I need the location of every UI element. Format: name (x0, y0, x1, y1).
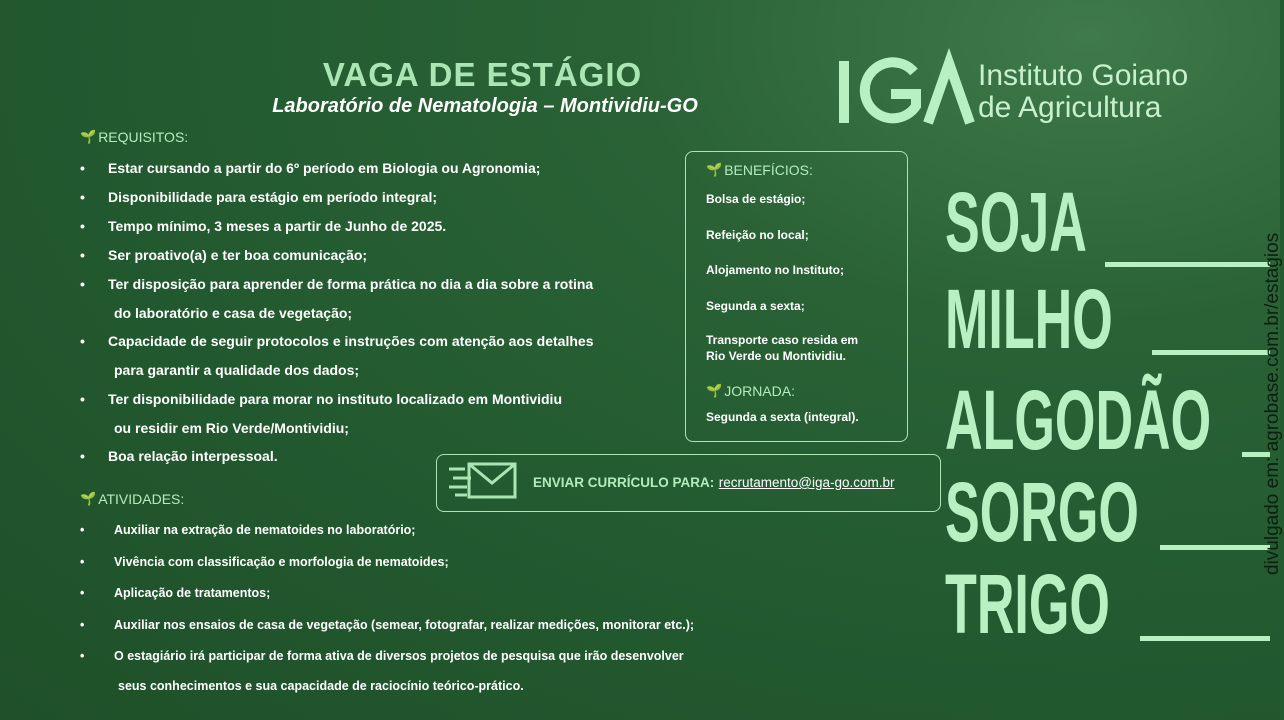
divider-line (1105, 262, 1270, 267)
envelope-icon (447, 461, 519, 506)
atividades-heading: 🌱 ATIVIDADES: (80, 491, 185, 507)
benefit-item: Alojamento no Instituto; (706, 263, 844, 277)
crop-trigo: TRIGO (945, 557, 1110, 651)
contact-box (436, 454, 941, 512)
benefit-item: Transporte caso resida em (706, 333, 859, 347)
sprout-icon: 🌱 (706, 162, 723, 177)
iga-logo (836, 58, 971, 133)
sprout-icon: 🌱 (80, 491, 97, 506)
institute-name: Instituto Goiano de Agricultura (978, 59, 1189, 124)
jornada-text: Segunda a sexta (integral). (706, 410, 859, 424)
page-subtitle: Laboratório de Nematologia – Montividiu-GO (272, 95, 698, 117)
divider-line (1140, 636, 1270, 641)
beneficios-box (685, 151, 908, 442)
sprout-icon: 🌱 (706, 383, 723, 398)
benefit-item: Refeição no local; (706, 228, 809, 242)
sprout-icon: 🌱 (80, 129, 97, 144)
divider-line (1152, 350, 1270, 355)
contact-label: ENVIAR CURRÍCULO PARA: (533, 475, 715, 490)
benefit-item: Segunda a sexta; (706, 299, 805, 313)
jornada-heading: 🌱 JORNADA: (706, 383, 795, 399)
email-link[interactable]: recrutamento@iga-go.com.br (718, 475, 895, 490)
beneficios-heading: 🌱 BENEFÍCIOS: (706, 162, 813, 178)
benefit-item: Bolsa de estágio; (706, 192, 806, 206)
crop-milho: MILHO (945, 272, 1113, 366)
page-title: VAGA DE ESTÁGIO (322, 56, 643, 93)
crop-soja: SOJA (945, 175, 1087, 269)
benefit-item: Rio Verde ou Montividiu. (706, 349, 847, 363)
requisitos-heading: 🌱 REQUISITOS: (80, 129, 189, 145)
crop-algodao: ALGODÃO (945, 373, 1212, 467)
source-credit: divulgado em: agrobase.com.br/estagios (1262, 232, 1283, 575)
crop-sorgo: SORGO (945, 465, 1139, 559)
divider-line (1160, 545, 1270, 550)
